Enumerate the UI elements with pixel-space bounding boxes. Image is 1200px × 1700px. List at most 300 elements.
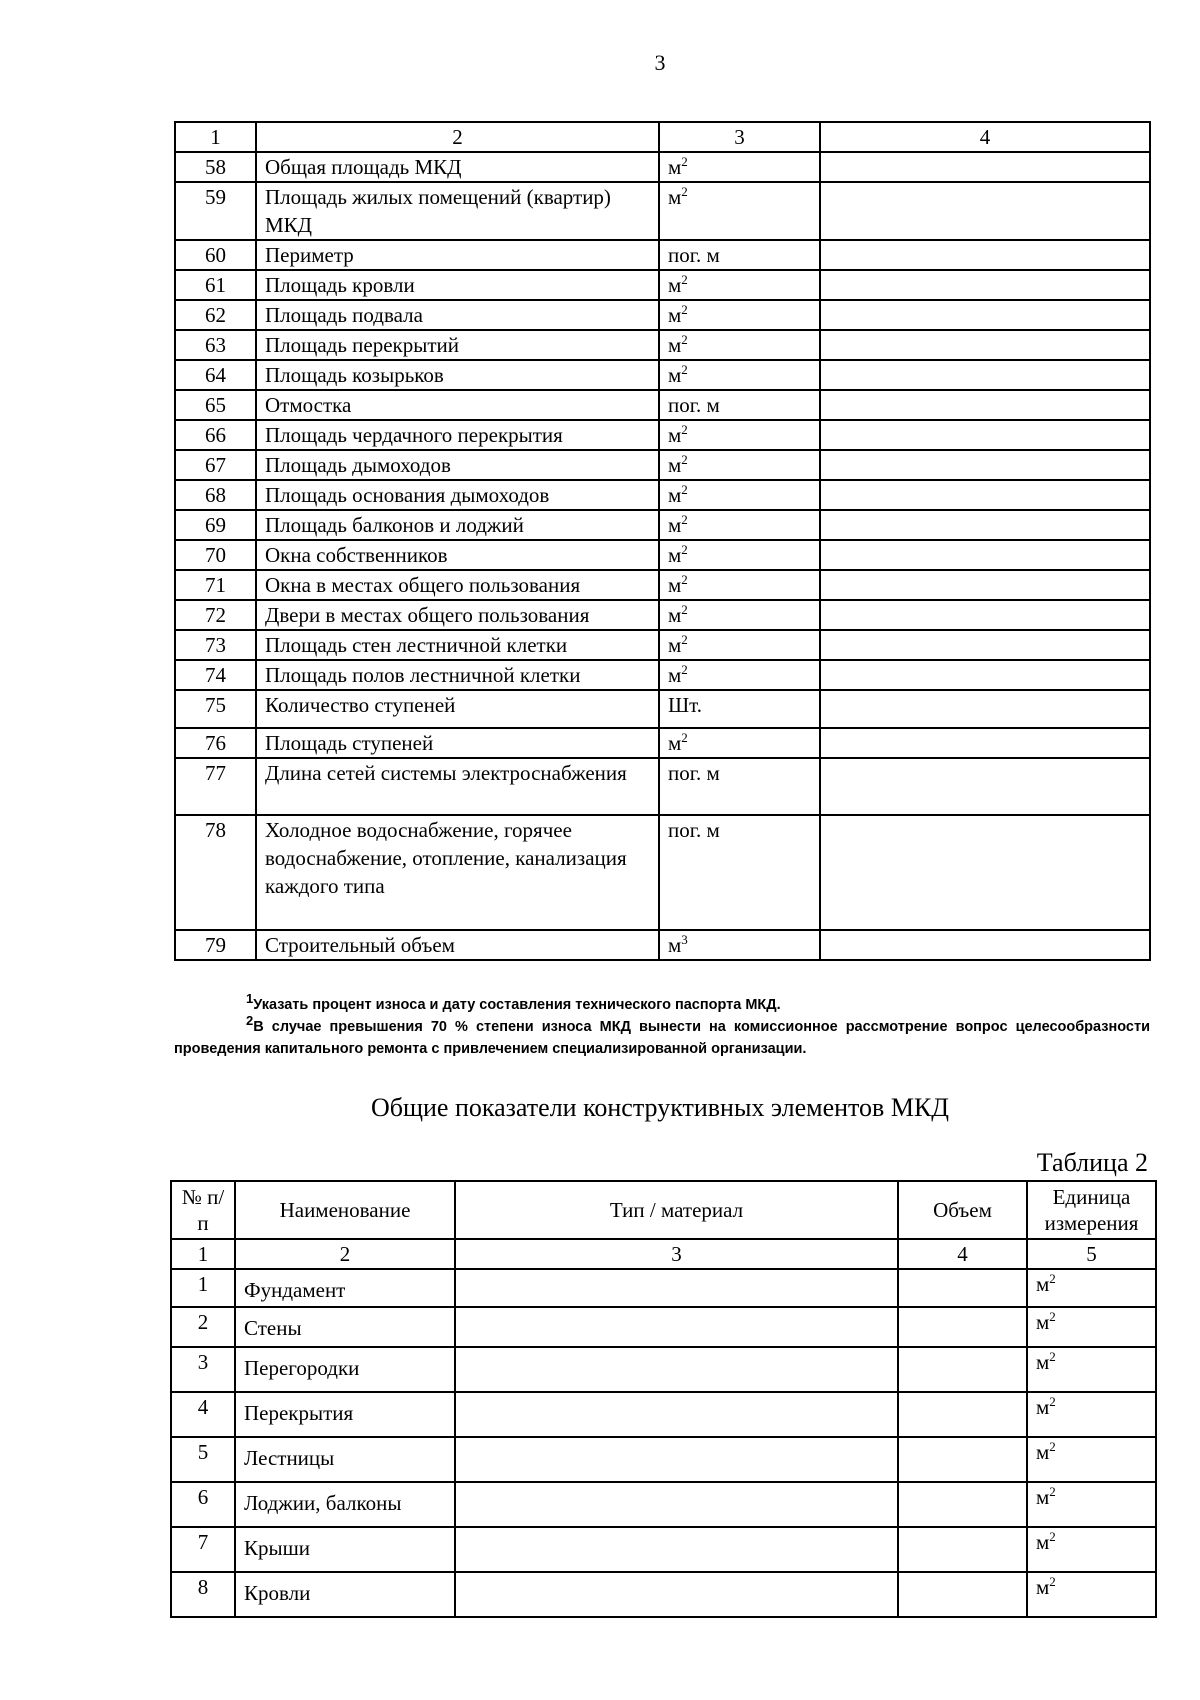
row-volume [898,1482,1027,1527]
footnote-2-mark: 2 [246,1013,254,1029]
row-name [256,570,659,600]
header-num: № п/п [171,1181,235,1239]
row-value [820,450,1150,480]
table-row [171,1527,1156,1572]
row-unit-text: м [1036,1575,1050,1599]
row-number [175,510,256,540]
table-row [171,1307,1156,1347]
row-number [175,182,256,240]
row-name-text: Площадь подвала [265,303,423,327]
table-row [175,510,1150,540]
unit-exponent: 2 [1049,1529,1056,1544]
row-value [820,930,1150,960]
row-number [175,480,256,510]
row-value [820,540,1150,570]
row-name-text: Площадь кровли [265,273,415,297]
row-unit-text: м [668,663,682,687]
footnote-1 [174,991,1150,1016]
row-number [175,815,256,930]
unit-exponent: 2 [1049,1271,1056,1286]
row-type [455,1347,898,1392]
row-unit [659,450,820,480]
row-unit-text: пог. м [668,818,720,842]
row-name [256,660,659,690]
row-unit [659,360,820,390]
row-name-text: Крыши [244,1536,311,1560]
row-name-text: Площадь балконов и лоджий [265,513,524,537]
row-unit [659,270,820,300]
row-volume [898,1269,1027,1307]
row-name-text: Отмостка [265,393,352,417]
row-unit-text: м [668,453,682,477]
row-unit [1027,1527,1156,1572]
row-unit-text: м [668,513,682,537]
table-header-row [175,122,1150,152]
row-name [256,330,659,360]
column-numbers-row [171,1239,1156,1269]
table-row [175,450,1150,480]
col-number-4: 4 [820,122,1150,152]
row-type [455,1437,898,1482]
row-name [256,360,659,390]
row-unit-text: м [668,573,682,597]
row-name-text: Площадь чердачного перекрытия [265,423,563,447]
row-unit-text: пог. м [668,243,720,267]
row-number-text: 70 [205,543,226,567]
row-number-text: 79 [205,933,226,957]
row-unit-text: пог. м [668,761,720,785]
unit-exponent: 2 [681,572,688,587]
row-value [820,758,1150,815]
row-number [171,1269,235,1307]
row-number [175,300,256,330]
row-number-text: 5 [197,1440,209,1464]
row-number [175,600,256,630]
row-unit [659,330,820,360]
row-value [820,510,1150,540]
row-unit [659,300,820,330]
row-unit [659,240,820,270]
row-volume [898,1392,1027,1437]
row-value [820,660,1150,690]
unit-exponent: 2 [1049,1394,1056,1409]
row-unit [659,630,820,660]
row-value [820,480,1150,510]
col-number-3: 3 [659,122,820,152]
row-name-text: Лестницы [244,1446,335,1470]
table-header-row [171,1181,1156,1239]
row-number-text: 76 [205,731,226,755]
row-number [175,758,256,815]
footnote-2 [174,1013,1150,1060]
row-number [175,660,256,690]
row-value [820,360,1150,390]
row-type [455,1269,898,1307]
section-title: Общие показатели конструктивных элементов МКД [370,1093,950,1122]
row-name-text: Перегородки [244,1356,360,1380]
row-unit [659,600,820,630]
row-value [820,240,1150,270]
structural-elements-table [170,1180,1157,1618]
row-name [256,930,659,960]
row-name [235,1307,455,1347]
row-unit [659,420,820,450]
row-unit [659,480,820,510]
row-name-text: Холодное водоснабжение, горячее водоснабжение, отопление, канализация каждого типа [265,818,627,898]
page-number: 3 [654,50,666,75]
row-number [175,540,256,570]
row-number [171,1307,235,1347]
row-number-text: 63 [205,333,226,357]
row-unit [1027,1482,1156,1527]
row-type [455,1527,898,1572]
header-type: Тип / материал [455,1181,898,1239]
row-number-text: 2 [197,1310,209,1334]
col-number-5: 5 [1027,1239,1156,1269]
table-row [175,240,1150,270]
table-row [171,1347,1156,1392]
table-row [175,360,1150,390]
row-type [455,1392,898,1437]
unit-exponent: 2 [681,542,688,557]
row-unit-text: м [668,273,682,297]
unit-exponent: 2 [681,602,688,617]
row-value [820,630,1150,660]
table-row [175,390,1150,420]
row-unit-text: м [668,731,682,755]
row-name [256,152,659,182]
header-unit: Единица измерения [1027,1181,1156,1239]
row-unit-text: м [1036,1350,1050,1374]
unit-exponent: 3 [681,932,688,947]
row-name-text: Окна собственников [265,543,448,567]
row-name-text: Стены [244,1316,302,1340]
row-value [820,690,1150,728]
unit-exponent: 2 [1049,1349,1056,1364]
row-value [820,152,1150,182]
parameters-table [174,121,1151,961]
row-unit [659,758,820,815]
row-number [175,270,256,300]
row-unit [659,570,820,600]
row-name [256,600,659,630]
row-unit-text: м [1036,1395,1050,1419]
row-type [455,1572,898,1617]
row-number [171,1392,235,1437]
table-row [175,480,1150,510]
unit-exponent: 2 [681,184,688,199]
row-number [175,240,256,270]
row-name-text: Площадь жилых помещений (квартир) МКД [265,185,611,237]
row-number [175,930,256,960]
row-value [820,182,1150,240]
row-unit-text: м [668,483,682,507]
row-name [235,1347,455,1392]
row-name-text: Количество ступеней [265,693,456,717]
table-row [175,630,1150,660]
unit-exponent: 2 [681,362,688,377]
row-number-text: 68 [205,483,226,507]
row-number-text: 58 [205,155,226,179]
table-row [171,1392,1156,1437]
row-name-text: Общая площадь МКД [265,155,462,179]
row-name [235,1572,455,1617]
row-number-text: 77 [205,761,226,785]
unit-exponent: 2 [681,632,688,647]
unit-exponent: 2 [681,272,688,287]
row-number [175,420,256,450]
row-name-text: Периметр [265,243,354,267]
row-name-text: Площадь ступеней [265,731,434,755]
header-volume: Объем [898,1181,1027,1239]
row-name [256,240,659,270]
row-number [175,728,256,758]
row-name-text: Площадь перекрытий [265,333,459,357]
row-name [256,815,659,930]
unit-exponent: 2 [1049,1484,1056,1499]
table-row [175,182,1150,240]
row-number [175,690,256,728]
row-number-text: 65 [205,393,226,417]
row-number [171,1572,235,1617]
row-name [256,728,659,758]
footnote-1-mark: 1 [246,991,254,1007]
table-row [175,758,1150,815]
row-name [235,1392,455,1437]
row-unit-text: м [1036,1485,1050,1509]
row-number-text: 66 [205,423,226,447]
row-number-text: 61 [205,273,226,297]
row-unit-text: м [1036,1310,1050,1334]
row-volume [898,1572,1027,1617]
row-name [235,1482,455,1527]
row-number-text: 3 [197,1350,209,1374]
col-number-1: 1 [175,122,256,152]
row-name [256,270,659,300]
table-row [171,1437,1156,1482]
row-name [235,1527,455,1572]
row-unit-text: м [668,543,682,567]
unit-exponent: 2 [1049,1439,1056,1454]
row-name-text: Двери в местах общего пользования [265,603,590,627]
row-name [235,1269,455,1307]
row-number-text: 71 [205,573,226,597]
row-value [820,728,1150,758]
row-value [820,390,1150,420]
row-number [175,630,256,660]
row-name [256,758,659,815]
table-row [175,728,1150,758]
row-number-text: 73 [205,633,226,657]
row-name [235,1437,455,1482]
row-name [256,182,659,240]
row-number-text: 8 [197,1575,209,1599]
row-volume [898,1527,1027,1572]
row-number [171,1482,235,1527]
row-unit [659,690,820,728]
row-name-text: Кровли [244,1581,311,1605]
unit-exponent: 2 [681,482,688,497]
header-name: Наименование [235,1181,455,1239]
row-number-text: 67 [205,453,226,477]
row-name [256,690,659,728]
row-name-text: Строительный объем [265,933,455,957]
row-number [175,390,256,420]
row-unit [1027,1347,1156,1392]
unit-exponent: 2 [681,154,688,169]
row-unit [1027,1572,1156,1617]
row-number-text: 72 [205,603,226,627]
row-value [820,420,1150,450]
row-unit [659,152,820,182]
table-row [175,815,1150,930]
row-name [256,420,659,450]
footnote-2-text: В случае превышения 70 % степени износа МКД вынести на комиссионное рассмотрение вопрос целесообразности проведения капитального ремонта с привлечением специализированной организации. [174,1019,1150,1057]
row-unit [659,390,820,420]
table-row [175,152,1150,182]
unit-exponent: 2 [681,452,688,467]
row-number [175,360,256,390]
table-row [171,1269,1156,1307]
table-row [175,690,1150,728]
row-unit [659,660,820,690]
row-number-text: 60 [205,243,226,267]
row-name-text: Площадь козырьков [265,363,444,387]
row-number [171,1437,235,1482]
row-volume [898,1307,1027,1347]
row-name [256,540,659,570]
row-unit-text: м [668,423,682,447]
row-value [820,300,1150,330]
table-row [175,300,1150,330]
footnote-1-text: Указать процент износа и дату составления технического паспорта МКД. [253,997,781,1013]
row-volume [898,1347,1027,1392]
row-value [820,270,1150,300]
row-unit [1027,1307,1156,1347]
row-unit-text: м [668,185,682,209]
row-unit-text: м [1036,1530,1050,1554]
row-unit-text: м [668,155,682,179]
row-number-text: 69 [205,513,226,537]
table-row [175,420,1150,450]
row-unit [659,728,820,758]
row-name-text: Площадь полов лестничной клетки [265,663,581,687]
unit-exponent: 2 [681,662,688,677]
row-number [175,152,256,182]
row-unit [659,540,820,570]
row-unit-text: пог. м [668,393,720,417]
row-value [820,600,1150,630]
table-row [175,270,1150,300]
unit-exponent: 2 [681,332,688,347]
row-name-text: Лоджии, балконы [244,1491,402,1515]
row-number-text: 64 [205,363,226,387]
row-unit [659,510,820,540]
row-unit-text: м [1036,1272,1050,1296]
row-unit [659,815,820,930]
table-row [175,600,1150,630]
table-label: Таблица 2 [1036,1148,1148,1177]
row-number-text: 62 [205,303,226,327]
row-unit-text: м [668,303,682,327]
row-unit [1027,1437,1156,1482]
row-number-text: 75 [205,693,226,717]
row-number-text: 59 [205,185,226,209]
row-name [256,300,659,330]
col-number-2: 2 [256,122,659,152]
unit-exponent: 2 [1049,1309,1056,1324]
table-row [171,1572,1156,1617]
row-number [171,1347,235,1392]
col-number-3: 3 [455,1239,898,1269]
row-number-text: 1 [197,1272,209,1296]
row-type [455,1307,898,1347]
row-name-text: Площадь основания дымоходов [265,483,550,507]
row-unit [1027,1269,1156,1307]
footnotes [174,991,1150,1060]
table-row [175,330,1150,360]
row-value [820,330,1150,360]
row-number-text: 78 [205,818,226,842]
row-name-text: Длина сетей системы электроснабжения [265,761,627,785]
row-value [820,570,1150,600]
col-number-2: 2 [235,1239,455,1269]
row-unit [1027,1392,1156,1437]
row-unit [659,182,820,240]
table-row [175,660,1150,690]
row-number-text: 4 [197,1395,209,1419]
row-unit-text: м [668,633,682,657]
unit-exponent: 2 [681,512,688,527]
row-name-text: Площадь дымоходов [265,453,451,477]
row-unit-text: м [1036,1440,1050,1464]
row-value [820,815,1150,930]
row-number-text: 7 [197,1530,209,1554]
row-name [256,390,659,420]
row-number [175,450,256,480]
row-number-text: 74 [205,663,226,687]
row-name-text: Окна в местах общего пользования [265,573,581,597]
unit-exponent: 2 [1049,1574,1056,1589]
unit-exponent: 2 [681,730,688,745]
col-number-4: 4 [898,1239,1027,1269]
row-number-text: 6 [197,1485,209,1509]
row-number [171,1527,235,1572]
row-name [256,450,659,480]
col-number-1: 1 [171,1239,235,1269]
table-row [171,1482,1156,1527]
row-unit-text: м [668,933,682,957]
row-volume [898,1437,1027,1482]
row-unit-text: м [668,603,682,627]
row-unit-text: м [668,363,682,387]
row-number [175,570,256,600]
row-name-text: Перекрытия [244,1401,354,1425]
row-name [256,480,659,510]
table-row [175,570,1150,600]
unit-exponent: 2 [681,302,688,317]
table-row [175,540,1150,570]
row-name [256,630,659,660]
row-type [455,1482,898,1527]
table-row [175,930,1150,960]
row-name-text: Фундамент [244,1278,346,1302]
row-name-text: Площадь стен лестничной клетки [265,633,568,657]
unit-exponent: 2 [681,422,688,437]
row-unit-text: м [668,333,682,357]
row-unit [659,930,820,960]
row-unit-text: Шт. [668,693,703,717]
